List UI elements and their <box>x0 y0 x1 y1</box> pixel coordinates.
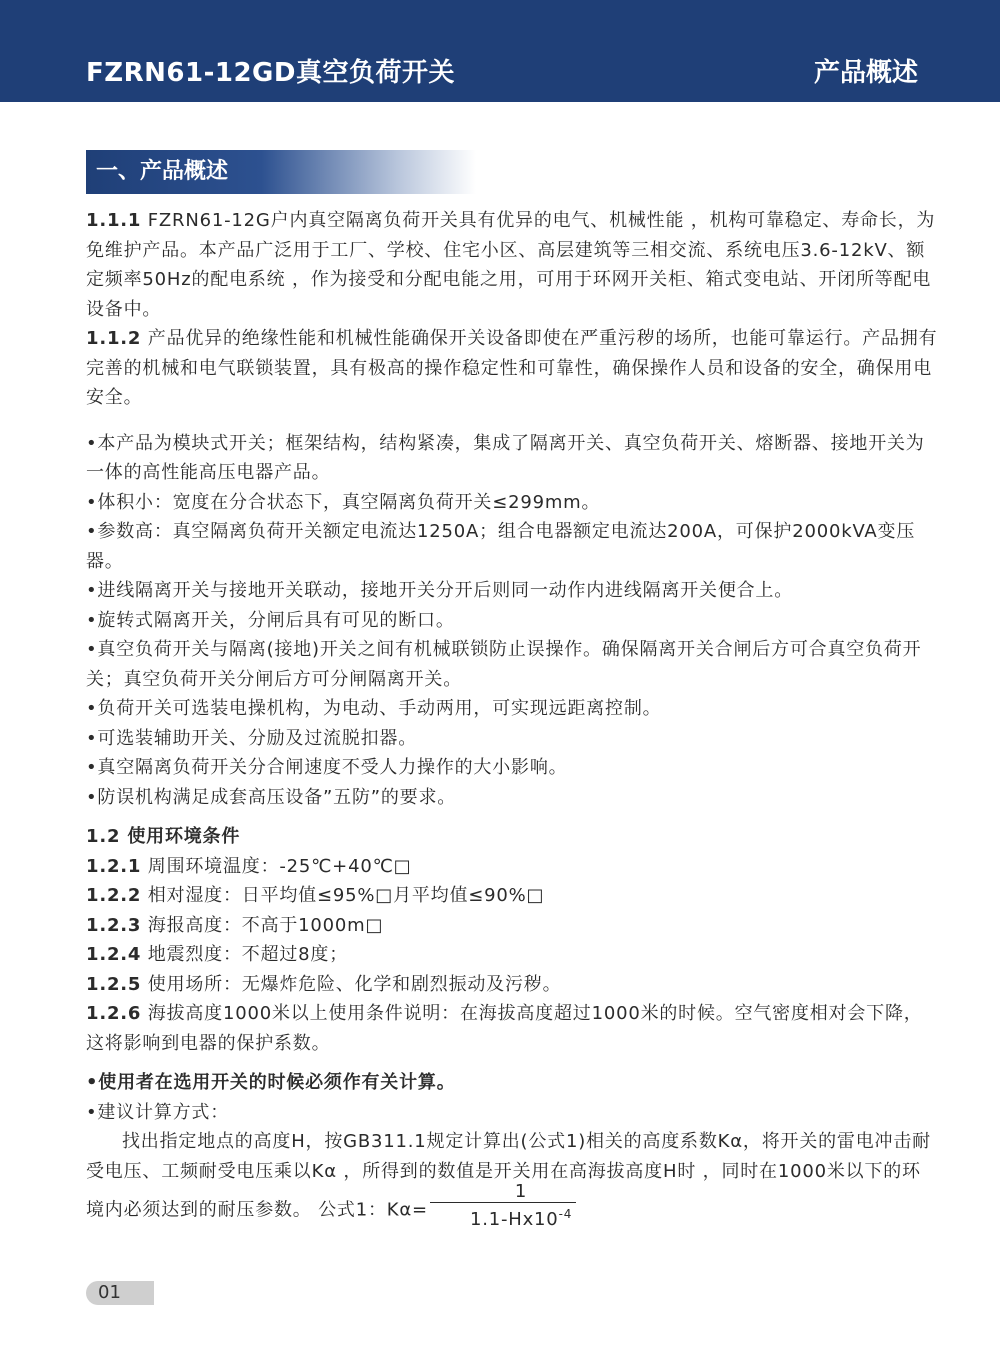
env-item <box>86 881 938 911</box>
formula-base: 1.1-Hx10 <box>469 1209 559 1230</box>
page-header <box>0 0 1000 102</box>
formula-exponent: -4 <box>558 1207 573 1221</box>
clause-number: 1.1.1 <box>86 210 142 231</box>
clause-number: 1.1.2 <box>86 328 142 349</box>
formula-fraction <box>430 1182 576 1231</box>
calc-body-text: 找出指定地点的高度H，按GB311.1规定计算出(公式1)相关的高度系数Kα，将开关的雷电冲击耐受电压、工频耐受电压乘以Kα ，所得到的数值是开关用在高海拔高度H时 ，同时在1000米以下的环境内必须达到的耐压参数。 公式1：Kα= <box>86 1131 931 1221</box>
env-item <box>86 970 938 1000</box>
clause-text: 使用场所：无爆炸危险、化学和剧烈振动及污秽。 <box>141 973 562 995</box>
formula-numerator: 1 <box>430 1182 576 1203</box>
clause-text: 海拔高度1000米以上使用条件说明：在海拔高度超过1000米的时候。空气密度相对会下降，这将影响到电器的保护系数。 <box>86 1003 923 1054</box>
feature-item: •本产品为模块式开关；框架结构，结构紧凑，集成了隔离开关、真空负荷开关、熔断器、接地开关为一体的高性能高压电器产品。 <box>86 432 925 483</box>
env-item <box>86 911 938 941</box>
paragraph-1-1-2 <box>86 324 938 413</box>
document-body <box>86 206 938 1235</box>
clause-text: 海报高度：不高于1000m□ <box>141 914 384 936</box>
section-heading: 一、产品概述 <box>86 150 476 194</box>
env-item <box>86 999 938 1058</box>
section-label: 产品概述 <box>813 58 918 88</box>
clause-number: 1.2.5 <box>86 973 142 995</box>
env-item <box>86 940 938 970</box>
clause-number: 1.2.3 <box>86 914 142 936</box>
feature-item: •进线隔离开关与接地开关联动，接地开关分开后则同一动作内进线隔离开关便合上。 <box>86 580 794 601</box>
feature-item: •负荷开关可选装电操机构，为电动、手动两用，可实现远距离控制。 <box>86 698 662 719</box>
feature-item: •参数高：真空隔离负荷开关额定电流达1250A；组合电器额定电流达200A，可保护2000kVA变压器。 <box>86 521 916 572</box>
feature-item: •防误机构满足成套高压设备”五防”的要求。 <box>86 786 457 808</box>
clause-number: 1.2.2 <box>86 885 142 906</box>
page-number: 01 <box>86 1281 154 1305</box>
clause-number: 1.2.6 <box>86 1003 142 1024</box>
feature-item: •真空负荷开关与隔离(接地)开关之间有机械联锁防止误操作。确保隔离开关合闸后方可合真空负荷开关；真空负荷开关分闸后方可分闸隔离开关。 <box>86 639 922 690</box>
clause-text: 产品优异的绝缘性能和机械性能确保开关设备即使在严重污秽的场所，也能可靠运行。产品拥有完善的机械和电气联锁装置，具有极高的操作稳定性和可靠性，确保操作人员和设备的安全，确保用电安全。 <box>86 328 938 408</box>
feature-item: •可选装辅助开关、分励及过流脱扣器。 <box>86 727 418 749</box>
clause-text: 地震烈度：不超过8度； <box>141 944 349 965</box>
calc-suggest: •建议计算方式： <box>86 1101 230 1123</box>
clause-number: 1.2.1 <box>86 855 142 877</box>
feature-item: •体积小：宽度在分合状态下，真空隔离负荷开关≤299mm。 <box>86 491 601 513</box>
feature-item: •真空隔离负荷开关分合闸速度不受人力操作的大小影响。 <box>86 757 568 778</box>
calc-body <box>86 1127 938 1235</box>
product-title: FZRN61-12GD真空负荷开关 <box>86 58 455 88</box>
clause-text: 周围环境温度：-25℃+40℃□ <box>141 855 412 877</box>
clause-text: FZRN61-12G户内真空隔离负荷开关具有优异的电气、机械性能 ，机构可靠稳定、寿命长，为免维护产品。本产品广泛用于工厂、学校、住宅小区、高层建筑等三相交流、系统电压3.6-12kV、额定频率50Hz的配电系统 ，作为接受和分配电能之用，可用于环网开关柜、箱式变电站、开闭所等配电设备中。 <box>86 210 936 320</box>
feature-item: •旋转式隔离开关，分闸后具有可见的断口。 <box>86 609 455 631</box>
env-section-title: 1.2 使用环境条件 <box>86 826 241 847</box>
env-item <box>86 852 938 882</box>
calc-notice: •使用者在选用开关的时候必须作有关计算。 <box>86 1072 456 1093</box>
clause-number: 1.2.4 <box>86 944 142 965</box>
formula-denominator <box>430 1203 576 1231</box>
clause-text: 相对湿度：日平均值≤95%□月平均值≤90%□ <box>141 885 545 906</box>
paragraph-1-1-1 <box>86 206 938 324</box>
